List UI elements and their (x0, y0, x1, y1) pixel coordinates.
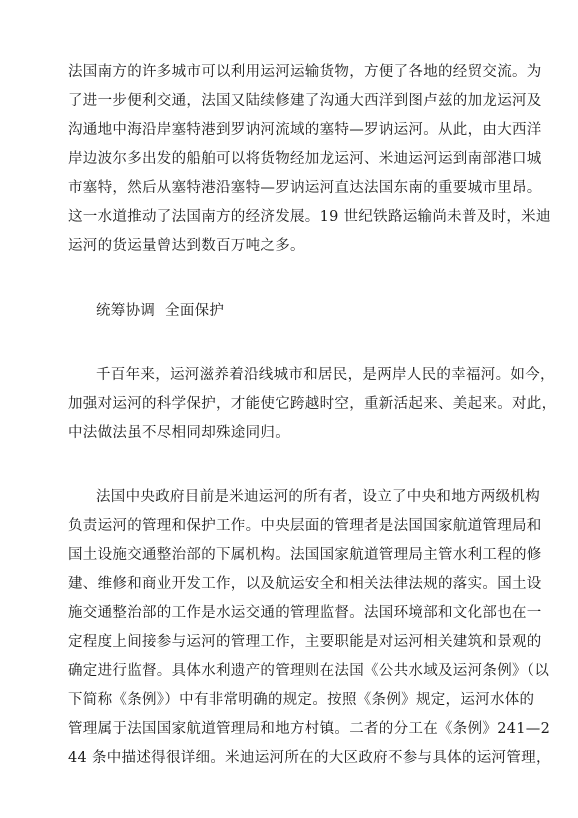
paragraph-3-line-6: 定程度上间接参与运河的管理工作，主要职能是对运河相关建筑和景观的 (68, 634, 542, 650)
section-heading: 统筹协调 全面保护 (96, 303, 225, 319)
paragraph-3-line-2: 负责运河的管理和保护工作。中央层面的管理者是法国国家航道管理局和 (68, 518, 542, 534)
paragraph-1-line-1: 法国南方的许多城市可以利用运河运输货物，方便了各地的经贸交流。为 (68, 64, 542, 80)
paragraph-1-line-6: 这一水道推动了法国南方的经济发展。19 世纪铁路运输尚未普及时，米迪 (68, 209, 551, 225)
paragraph-1-line-7: 运河的货运量曾达到数百万吨之多。 (68, 238, 305, 254)
paragraph-2-line-3: 中法做法虽不尽相同却殊途同归。 (68, 425, 290, 441)
paragraph-3-line-8: 下简称《条例》）中有非常明确的规定。按照《条例》规定，运河水体的 (68, 692, 535, 708)
paragraph-1-line-4: 岸边波尔多出发的船舶可以将货物经加龙运河、米迪运河运到南部港口城 (68, 151, 542, 167)
paragraph-3-line-1: 法国中央政府目前是米迪运河的所有者，设立了中央和地方两级机构 (96, 489, 540, 505)
paragraph-1-line-5: 市塞特，然后从塞特港沿塞特—罗讷运河直达法国东南的重要城市里昂。 (68, 180, 542, 196)
paragraph-2-line-2: 加强对运河的科学保护，才能使它跨越时空，重新活起来、美起来。对此， (68, 396, 557, 412)
paragraph-3-line-10: 44 条中描述得很详细。米迪运河所在的大区政府不参与具体的运河管理， (68, 750, 551, 766)
paragraph-2-line-1: 千百年来，运河滋养着沿线城市和居民，是两岸人民的幸福河。如今， (96, 367, 555, 383)
paragraph-3-line-5: 施交通整治部的工作是水运交通的管理监督。法国环境部和文化部也在一 (68, 605, 542, 621)
paragraph-3-line-3: 国土设施交通整治部的下属机构。法国国家航道管理局主管水利工程的修 (68, 547, 542, 563)
paragraph-3-line-9: 管理属于法国国家航道管理局和地方村镇。二者的分工在《条例》241—2 (68, 721, 551, 737)
paragraph-3-line-4: 建、维修和商业开发工作，以及航运安全和相关法律法规的落实。国土设 (68, 576, 542, 592)
paragraph-3-line-7: 确定进行监督。具体水利遗产的管理则在法国《公共水域及运河条例》（以 (68, 663, 550, 679)
paragraph-1-line-2: 了进一步便利交通，法国又陆续修建了沟通大西洋到图卢兹的加龙运河及 (68, 93, 542, 109)
paragraph-1-line-3: 沟通地中海沿岸塞特港到罗讷河流域的塞特—罗讷运河。从此，由大西洋 (68, 122, 542, 138)
